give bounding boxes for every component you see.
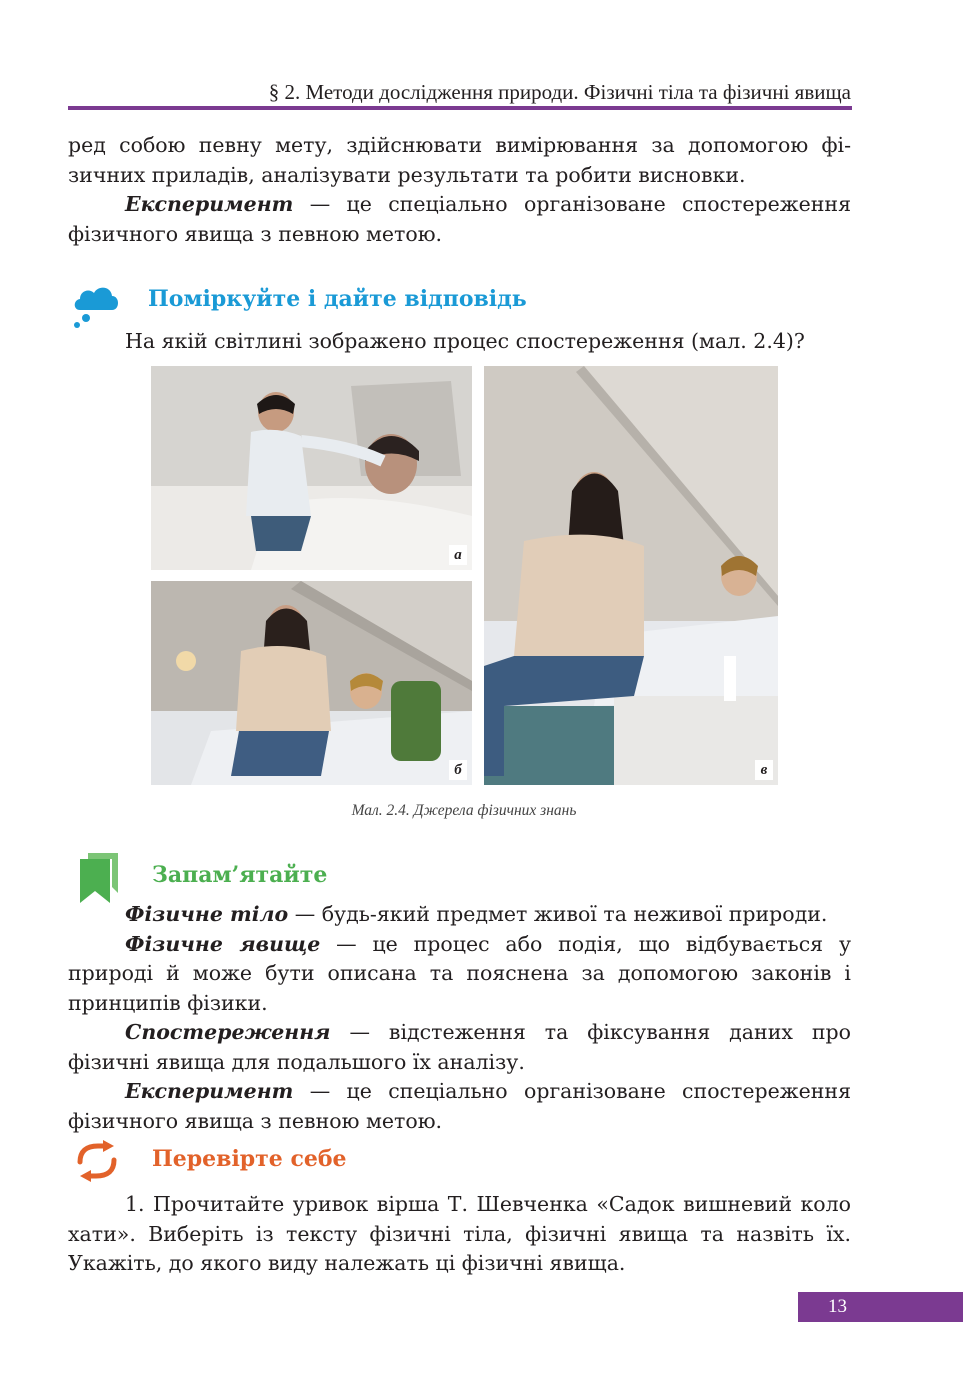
intro-paragraph [68,131,851,249]
definition-physical-body [68,900,851,930]
definition-term: Фізичне явище [125,931,321,956]
check-section-title: Перевірте себе [152,1146,347,1172]
photo-b-label: б [449,760,467,780]
think-question-text: На якій світлині зображено процес спостереження (мал. 2.4)? [125,329,805,353]
header-rule [68,106,852,110]
photo-v-label: в [755,760,773,780]
check-task-block [68,1190,851,1279]
definition-text: — будь-який предмет живої та неживої природи. [288,902,828,926]
definition-experiment [68,1077,851,1136]
definitions-block [68,900,851,1136]
photo-b [151,581,472,785]
thought-cloud-icon [70,280,122,336]
think-question [125,327,855,357]
intro-line-2: зичних приладів, аналізувати результати та робити висновки. [68,162,746,187]
intro-line-1: ред собою певну мету, здійснювати вимірювання за допомогою фі- [68,133,851,157]
figure-caption: Мал. 2.4. Джерела фізичних знань [351,802,577,819]
definition-text: — це процес або подія, що відбувається у природі й може бути описана та пояснена за допомогою законів і принципів фізики. [68,931,852,1015]
bookmark-icon [78,853,120,907]
photo-a-label: а [449,545,467,565]
photo-v [484,366,778,785]
remember-section-title: Запам’ятайте [152,862,328,888]
definition-term: Фізичне тіло [125,902,289,926]
definition-physical-phenomenon [68,930,851,1019]
think-section-title: Поміркуйте і дайте відповідь [148,286,527,312]
cycle-arrows-icon [72,1140,122,1186]
check-task-1: 1. Прочитайте уривок вірша Т. Шевченка «Садок вишневий коло хати». Виберіть із тексту фізичні тіла, фізичні явища та назвіть їх. Укажіть, до якого виду належать ці фізичні явища. [68,1192,851,1275]
definition-text: — це спеціально організоване спостереження фізичного явища з певною метою. [68,1079,851,1133]
page-number: 13 [798,1292,963,1322]
definition-term: Спостереження [125,1020,331,1044]
definition-text: — відстеження та фіксування даних про фізичні явища для подальшого їх аналізу. [68,1020,851,1074]
running-header: § 2. Методи дослідження природи. Фізичні тіла та фізичні явища [268,80,851,104]
photo-a [151,366,472,570]
experiment-definition-text: — це спеціально організоване спостереження фізичного явища з певною метою. [68,192,851,246]
experiment-term: Експеримент [125,192,294,216]
intro-experiment-definition [68,190,851,249]
definition-term: Експеримент [125,1079,294,1103]
definition-observation [68,1018,851,1077]
